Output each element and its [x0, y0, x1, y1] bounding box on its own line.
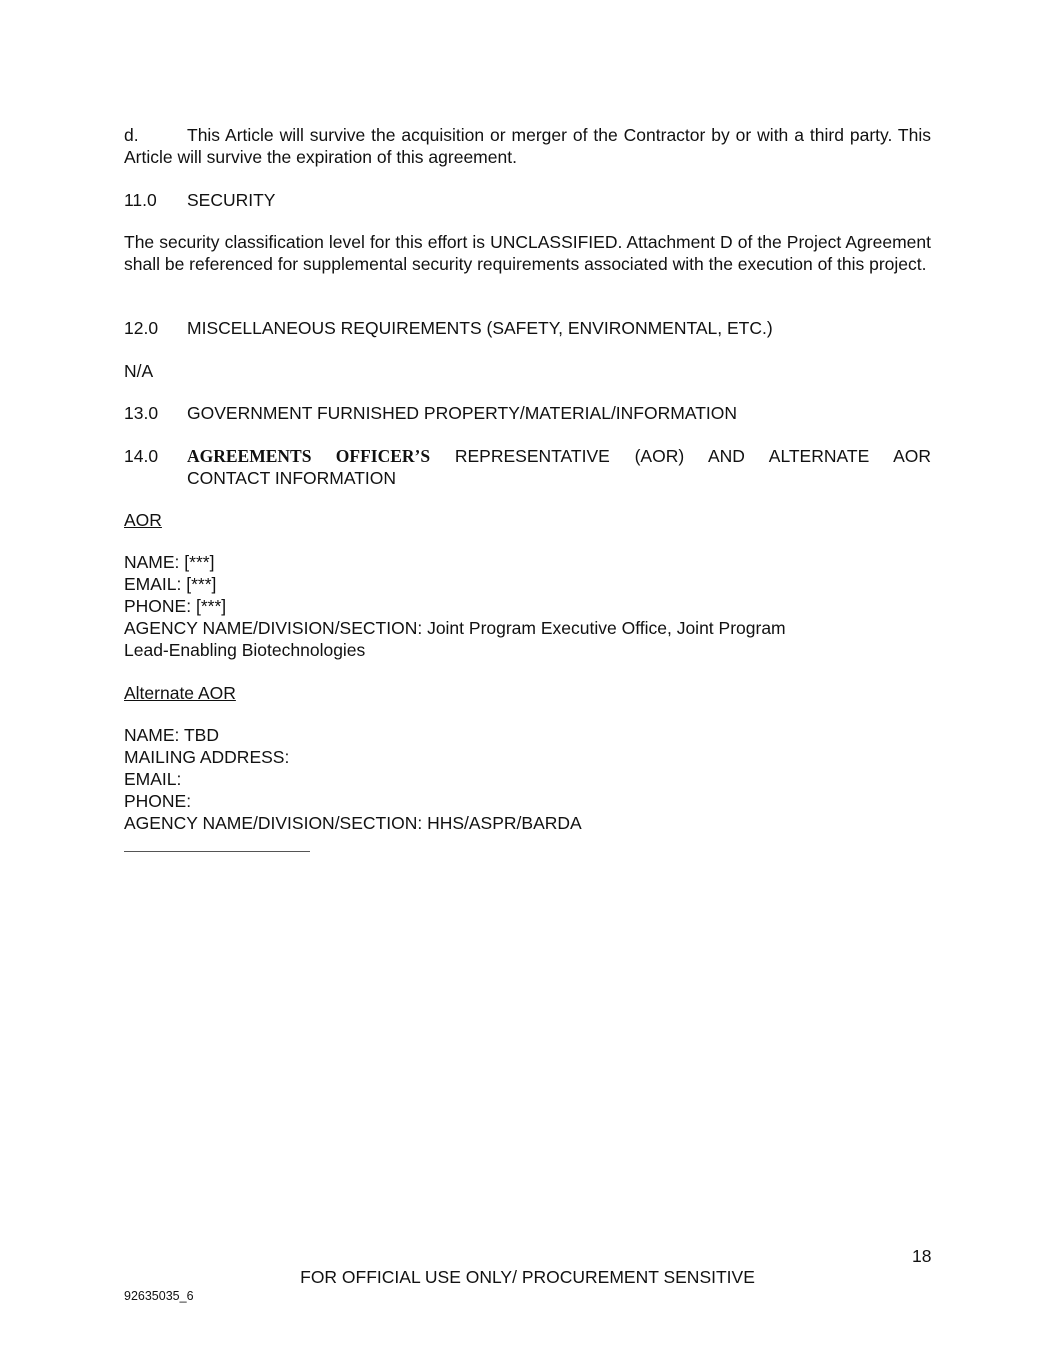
section-11-title: SECURITY — [187, 190, 276, 210]
aor-email: EMAIL: [***] — [124, 574, 217, 594]
section-13-title: GOVERNMENT FURNISHED PROPERTY/MATERIAL/INFORMATION — [187, 403, 738, 423]
security-paragraph: The security classification level for this effort is UNCLASSIFIED. Attachment D of the Project Agreement shall be referenced for supplemental security requirements associated with the execution of this project. — [124, 232, 931, 274]
section-11-number: 11.0 — [124, 190, 157, 210]
alternate-aor-name: NAME: TBD — [124, 725, 219, 745]
na-text: N/A — [124, 361, 154, 381]
aor-agency-line1: AGENCY NAME/DIVISION/SECTION: Joint Program Executive Office, Joint Program — [124, 618, 786, 638]
aor-phone: PHONE: [***] — [124, 596, 227, 616]
alternate-aor-heading: Alternate AOR — [124, 683, 236, 703]
aor-name: NAME: [***] — [124, 552, 215, 572]
section-12-title: MISCELLANEOUS REQUIREMENTS (SAFETY, ENVIRONMENTAL, ETC.) — [187, 318, 773, 338]
footnote-separator — [124, 851, 310, 852]
section-14-title-line1 — [187, 445, 931, 467]
document-id: 92635035_6 — [124, 1289, 194, 1303]
aor-agency-line2: Lead-Enabling Biotechnologies — [124, 640, 366, 660]
page-number: 18 — [912, 1246, 932, 1266]
section-14-title-rest: REPRESENTATIVE (AOR) AND ALTERNATE AOR — [430, 446, 931, 466]
section-14-title-line2: CONTACT INFORMATION — [187, 468, 397, 488]
section-13-number: 13.0 — [124, 403, 159, 423]
footer-notice: FOR OFFICIAL USE ONLY/ PROCUREMENT SENSITIVE — [300, 1267, 755, 1287]
alternate-aor-email: EMAIL: — [124, 769, 182, 789]
section-14-title-bold: AGREEMENTS OFFICER’S — [187, 446, 431, 466]
para-d-line2: Article will survive the expiration of this agreement. — [124, 147, 517, 167]
alternate-aor-agency: AGENCY NAME/DIVISION/SECTION: HHS/ASPR/BARDA — [124, 813, 582, 833]
alternate-aor-mailing: MAILING ADDRESS: — [124, 747, 290, 767]
section-12-number: 12.0 — [124, 318, 159, 338]
aor-heading: AOR — [124, 510, 162, 530]
para-d-label: d. — [124, 125, 139, 145]
alternate-aor-phone: PHONE: — [124, 791, 192, 811]
section-14-number: 14.0 — [124, 446, 159, 466]
para-d-line1: This Article will survive the acquisition or merger of the Contractor by or with a third party. This — [187, 125, 931, 145]
